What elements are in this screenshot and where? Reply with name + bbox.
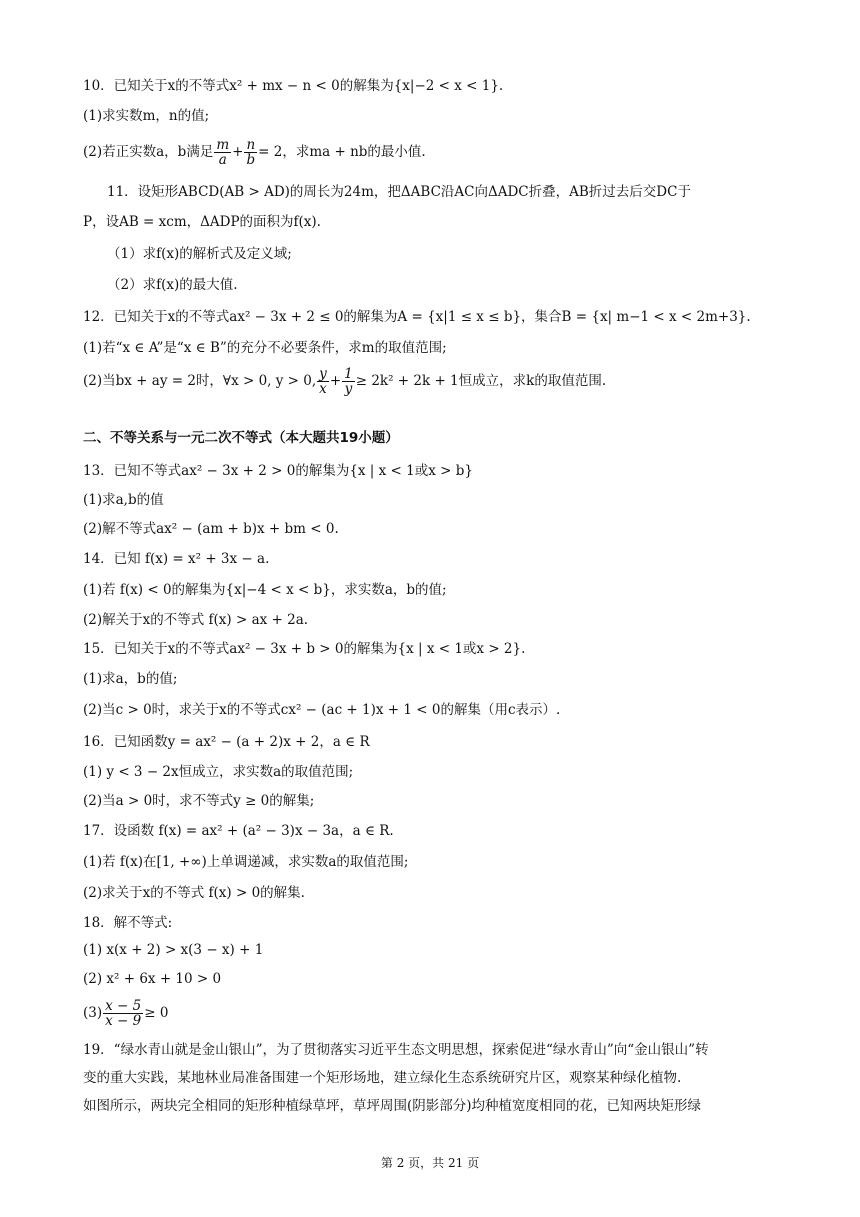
problem-11-statement: 11．设矩形ABCD(AB > AD)的周长为24m，把ΔABC沿AC向ΔADC折叠，AB折过去后交DC于: [107, 184, 691, 200]
problem-11-statement-cont: P，设AB = xcm，ΔADP的面积为f(x).: [83, 214, 321, 230]
fraction-m-over-a: $\frac{m}{a}$: [216, 137, 230, 168]
problem-18-part-3: (3) $\frac{x - 5}{x - 9}$ ≥ 0: [83, 998, 169, 1029]
problem-12-part-1: (1)若“x ∈ A”是“x ∈ B”的充分不必要条件，求m的取值范围;: [83, 340, 447, 356]
problem-17-part-1: (1)若 f(x)在[1, +∞)上单调递减，求实数a的取值范围;: [83, 854, 409, 870]
problem-10-part-1: (1)求实数m，n的值;: [83, 108, 210, 124]
problem-13-statement: 13．已知不等式ax² − 3x + 2 > 0的解集为{x | x < 1或x > b}: [83, 463, 473, 479]
problem-18-statement: 18．解不等式:: [83, 915, 173, 931]
problem-16-part-1: (1) y < 3 − 2x恒成立，求实数a的取值范围;: [83, 764, 354, 780]
problem-14-part-2: (2)解关于x的不等式 f(x) > ax + 2a.: [83, 612, 309, 628]
problem-19-statement: 19．“绿水青山就是金山银山”，为了贯彻落实习近平生态文明思想，探索促进“绿水青山”向“金山银山”转: [83, 1042, 709, 1058]
problem-19-statement-cont-2: 如图所示，两块完全相同的矩形种植绿草坪，草坪周围(阴影部分)均种植宽度相同的花，已知两块矩形绿: [83, 1098, 702, 1114]
fraction-y-over-x: $\frac{y}{x}$: [319, 366, 327, 397]
problem-18-part-2: (2) x² + 6x + 10 > 0: [83, 971, 222, 987]
problem-10-part-2: (2)若正实数a，b满足 $\frac{m}{a}$ + $\frac{n}{b}$ = 2，求ma + nb的最小值.: [83, 137, 426, 168]
problem-17-part-2: (2)求关于x的不等式 f(x) > 0的解集.: [83, 885, 305, 901]
problem-19-statement-cont-1: 变的重大实践，某地林业局准备围建一个矩形场地，建立绿化生态系统研究片区，观察某种绿化植物.: [83, 1070, 682, 1086]
problem-15-part-1: (1)求a，b的值;: [83, 671, 178, 687]
problem-12-statement: 12．已知关于x的不等式ax² − 3x + 2 ≤ 0的解集为A = {x|1 ≤ x ≤ b}，集合B = {x| m−1 < x < 2m+3}.: [83, 309, 751, 325]
problem-16-statement: 16．已知函数y = ax² − (a + 2)x + 2，a ∈ R: [83, 734, 370, 750]
problem-13-part-1: (1)求a,b的值: [83, 492, 164, 508]
problem-11-part-1: （1）求f(x)的解析式及定义域;: [107, 246, 292, 262]
problem-15-statement: 15．已知关于x的不等式ax² − 3x + b > 0的解集为{x | x < 1或x > 2}.: [83, 641, 526, 657]
section-heading: 二、不等关系与一元二次不等式（本大题共19小题）: [83, 430, 399, 446]
problem-12-part-2: (2)当bx + ay = 2时，∀x > 0, y > 0, $\frac{y}{x}$ + $\frac{1}{y}$ ≥ 2k² + 2k + 1恒成立，求k的取值范围.: [83, 366, 607, 397]
fraction-1-over-y: $\frac{1}{y}$: [344, 366, 353, 397]
problem-10-statement: 10．已知关于x的不等式x² + mx − n < 0的解集为{x|−2 < x < 1}.: [83, 78, 504, 94]
problem-14-part-1: (1)若 f(x) < 0的解集为{x|−4 < x < b}，求实数a，b的值;: [83, 582, 447, 598]
fraction-x-minus-5-over-x-minus-9: $\frac{x - 5}{x - 9}$: [105, 998, 142, 1029]
problem-15-part-2: (2)当c > 0时，求关于x的不等式cx² − (ac + 1)x + 1 < 0的解集（用c表示）.: [83, 702, 561, 718]
problem-17-statement: 17．设函数 f(x) = ax² + (a² − 3)x − 3a，a ∈ R.: [83, 823, 394, 839]
problem-16-part-2: (2)当a > 0时，求不等式y ≥ 0的解集;: [83, 793, 315, 809]
problem-18-part-1: (1) x(x + 2) > x(3 − x) + 1: [83, 942, 264, 958]
fraction-n-over-b: $\frac{n}{b}$: [246, 137, 256, 168]
problem-11-part-2: （2）求f(x)的最大值.: [107, 277, 238, 293]
problem-13-part-2: (2)解不等式ax² − (am + b)x + bm < 0.: [83, 521, 339, 537]
problem-14-statement: 14．已知 f(x) = x² + 3x − a.: [83, 551, 270, 567]
page-footer: 第 2 页，共 21 页: [380, 1156, 480, 1170]
